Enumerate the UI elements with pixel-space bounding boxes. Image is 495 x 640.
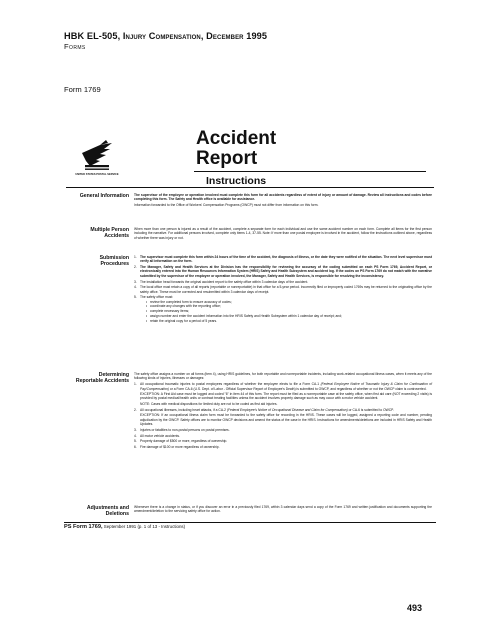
paragraph: Whenever there is a change in status, or if you discover an error in a previously filed 1769, within 3 calendar days send a copy of the Form 1769 and written justification and documents supporting the amendment/deletion to the servicing safety office for action. [134,505,432,514]
form-footer-details: September 1991 (p. 1 of 13 - Instructions) [102,524,186,529]
paragraph: The supervisor of the employee or operation involved must complete this form for all accidents regardless of extent of injury or amount of damage. Review all instructions and codes before completing this form. The Safety and Health office is available for assistance. [134,193,432,202]
bullet-item: • retain the original copy for a period of 5 years. [146,319,432,323]
form-title [196,129,276,169]
postal-eagle-logo-icon [80,139,114,173]
list-item: 6. Fire damage of $100 or more regardless of ownership. [134,444,220,449]
form-title-line-1: Accident [196,128,277,149]
section-label: Multiple Person Accidents [90,227,129,240]
paragraph: When more than one person is injured as a result of the accident, complete a separate form for each individual and use the same accident number on each form. Complete all items for the first person including the narrative. For additional persons involved, complete only items 1-4, 37-55. Note: If more than one postal employee is involved in the accident, follow the instructions outlined above, regardless of whether there was injury or not. [134,227,432,240]
section-body [134,193,432,209]
list-item: 2. The Manager, Safety and Health Services at the Division has the responsibility for reviewing the accuracy of the coding submitted on each PS Form 1769, Accident Report, or electronically entered into the Human Resources Information System (HRIS) Safety and Health Subsystem and accident log. If the codes on PS Form 1769 do not match with the narrative submitted by the supervisor of the employee or operation involved, the Manager, Safety and Health Services, is responsible for resolving the inconsistency. [134,265,432,278]
section-label: Adjustments and Deletions [86,505,129,518]
page-header [64,31,444,52]
document-section: Forms [64,42,86,51]
list-item: 3. Injuries or fatalities to non-postal persons on postal premises. [134,427,230,432]
section-body [134,505,432,515]
section-body [134,372,432,451]
bullet-item: • assign number and enter the accident information into the HRIS Safety and Health Subsystem within 1 calendar day of receipt; and; [146,314,432,318]
form-footer-name: PS Form 1769, [64,524,103,530]
section-label: Submission Procedures [99,255,129,268]
note: NOTE: Cases with medical dispositions for limited duty are not to be coded as first aid injuries. [140,402,278,407]
page-number: 493 [407,603,423,613]
list-item: 1. The supervisor must complete this form within 24 hours of the time of the accident, the diagnosis of illness, or the date they were notified of the situation. The next level supervisor must verify all information on the form. [134,255,432,264]
instructions-heading: Instructions [206,175,267,187]
logo-caption: UNITED STATES POSTAL SERVICE [75,173,119,176]
section-label: General Information [79,193,129,199]
document-title: HBK EL-505, Injury Compensation, December 1995 [64,31,268,41]
title-divider [194,171,426,172]
form-title-line-2: Report [196,148,258,169]
footer-divider [64,522,436,523]
instructions-divider [66,187,434,188]
bullet-item: • coordinate any changes with the reporting office; [146,304,432,308]
bullet-item: • complete necessary items; [146,309,432,313]
section-body [134,227,432,242]
paragraph: Information forwarded to the Office of Workers' Compensation Programs (OWCP) must not differ from information on this form. [134,203,319,208]
exception-note: EXCEPTION: If an occupational illness claim form must be forwarded to the safety office for recording in the HRIS. These cases will be logged, assigned a reporting code and number, pending adjudication by the OWCP. Safety offices are to monitor OWCP decisions and amend the status of the case in the HRIS. Instructions for amendments/deletions are included in HRIS Safety and Health Updates. [140,413,432,426]
section-label: Determining Reportable Accidents [75,372,129,385]
bullet-item: • review the completed form to ensure accuracy of codes; [146,300,432,304]
list-item: 4. All motor vehicle accidents. [134,433,180,438]
list-item: 2. All occupational illnesses, including heart attacks, if a CA-2 (Federal Employee's Notice of Occupational Disease and Claim for Compensation) or CA-6 is submitted to OWCP. EXCEPTION: If an occupational illness claim form must be forwarded to the safety office for recording in the HRIS. These cases will be logged, assigned a reporting code and number, pending adjudication by the OWCP. Safety offices are to monitor OWCP decisions and amend the status of the case in the HRIS. Instructions for amendments/deletions are included in HRIS Safety and Health Updates. [134,407,432,426]
form-footer [64,524,185,530]
list-item: 4. The local office must retain a copy of all reports (reportable or nonreportable) in that office for a 5-year period. Incorrectly filed or improperly coded 1769s may be returned to the originating office by the safety office. These must be corrected and resubmitted within 3 calendar days of receipt. [134,285,432,294]
list-item: 5. Property damage of $500 or more, regardless of ownership. [134,439,228,444]
list-item: 1. All occupational traumatic injuries to postal employees regardless of whether the employee elects to file a Form CA-1 (Federal Employee Notice of Traumatic Injury & Claim for Continuation of Pay/Compensation) or a Form CA-6 (U.S. Dept. of Labor - Official Supervisor Report of Employee's Death) is submitted to OWCP, and regardless of whether or not the OWCP claim is controverted. EXCEPTION: A First Aid case must be logged and coded "6" in item 44 of this form. The report must be filed as a nonreportable case at the safety office, when first aid care (NOT exceeding 2 visits) is provided by postal medical/health units or contract treating facilities unless the accident involves property damage such as may occur with a motor vehicle accident. NOTE: Cases with medical dispositions for limited duty are not to be coded as first aid injuries. [134,382,432,407]
form-1769-image [64,121,436,521]
list-item: 5. The safety office must: • review the completed form to ensure accuracy of codes; • coordinate any changes with the reporting office; • complete necessary items; • assign number and enter the accident information into the HRIS Safety and Health Subsystem within 1 calendar day of receipt; and; • retain the original copy for a period of 5 years. [134,295,432,323]
section-body [134,255,432,324]
exception-note: EXCEPTION: A First Aid case must be logged and coded "6" in item 44 of this form. The report must be filed as a nonreportable case at the safety office, when first aid care (NOT exceeding 2 visits) is provided by postal medical/health units or contract treating facilities unless the accident involves property damage such as may occur with a motor vehicle accident. [140,391,432,401]
paragraph: The safety office assigns a number on all forms (item 4), using HRIS guidelines, for both reportable and nonreportable incidents, including work-related occupational illness cases, when it meets any of the following kinds of injuries, illnesses or damages: [134,372,432,381]
list-item: 3. The installation head forwards the original accident report to the safety office within 3 calendar days of the accident. [134,279,309,284]
form-label: Form 1769 [64,85,101,94]
